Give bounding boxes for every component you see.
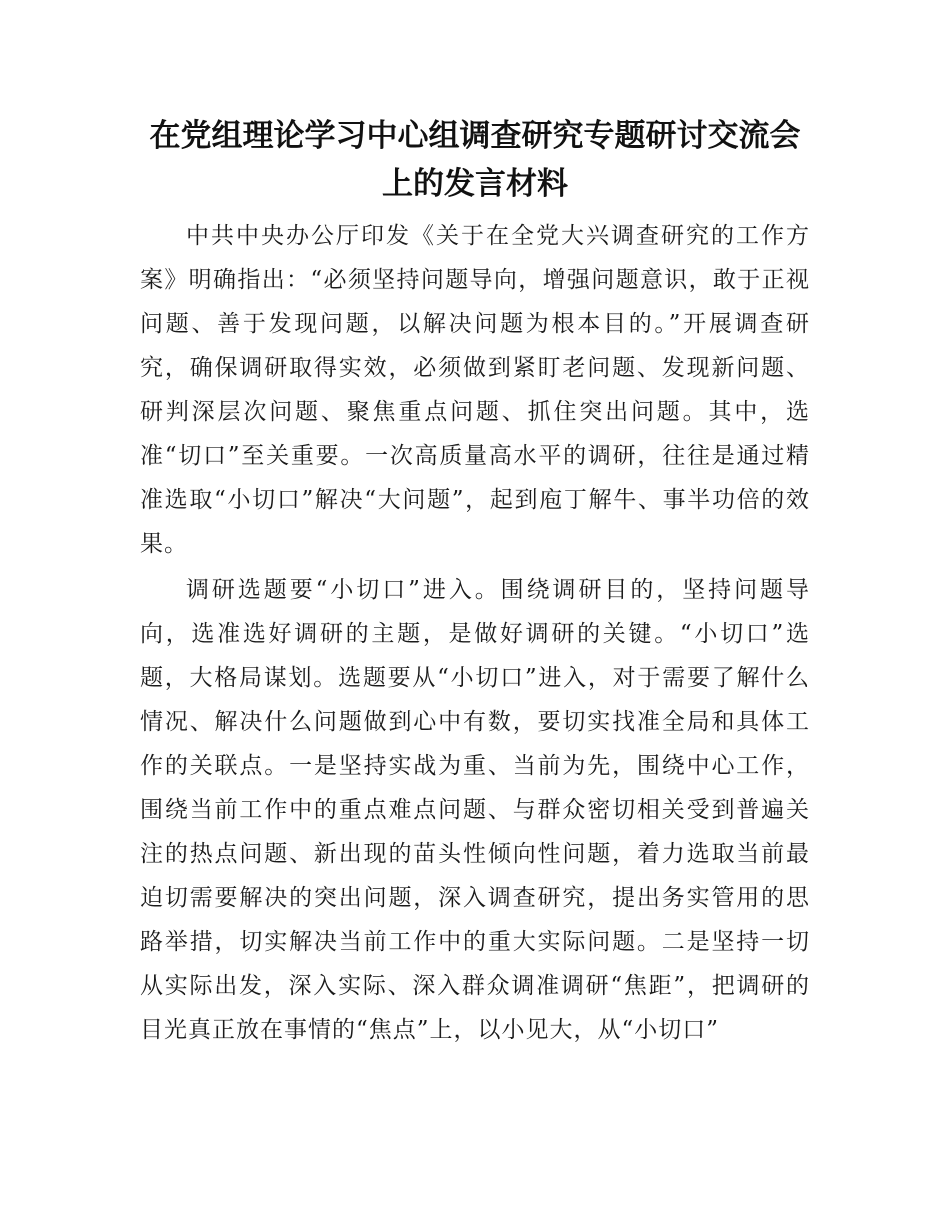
- paragraph-1: 中共中央办公厅印发《关于在全党大兴调查研究的工作方案》明确指出：“必须坚持问题导向，增强问题意识，敢于正视问题、善于发现问题，以解决问题为根本目的。”开展调查研究，确保调研取得实效，必须做到紧盯老问题、发现新问题、研判深层次问题、聚焦重点问题、抓住突出问题。其中，选准“切口”至关重要。一次高质量高水平的调研，往往是通过精准选取“小切口”解决“大问题”，起到庖丁解牛、事半功倍的效果。: [140, 223, 810, 557]
- document-title: 在党组理论学习中心组调查研究专题研讨交流会上的发言材料: [149, 118, 801, 202]
- paragraph-2: 调研选题要“小切口”进入。围绕调研目的，坚持问题导向，选准选好调研的主题，是做好调研的关键。“小切口”选题，大格局谋划。选题要从“小切口”进入，对于需要了解什么情况、解决什么问题做到心中有数，要切实找准全局和具体工作的关联点。一是坚持实战为重、当前为先，围绕中心工作，围绕当前工作中的重点难点问题、与群众密切相关受到普遍关注的热点问题、新出现的苗头性倾向性问题，着力选取当前最迫切需要解决的突出问题，深入调查研究，提出务实管用的思路举措，切实解决当前工作中的重大实际问题。二是坚持一切从实际出发，深入实际、深入群众调准调研“焦距”，把调研的目光真正放在事情的“焦点”上，以小见大，从“小切口”: [140, 577, 810, 1043]
